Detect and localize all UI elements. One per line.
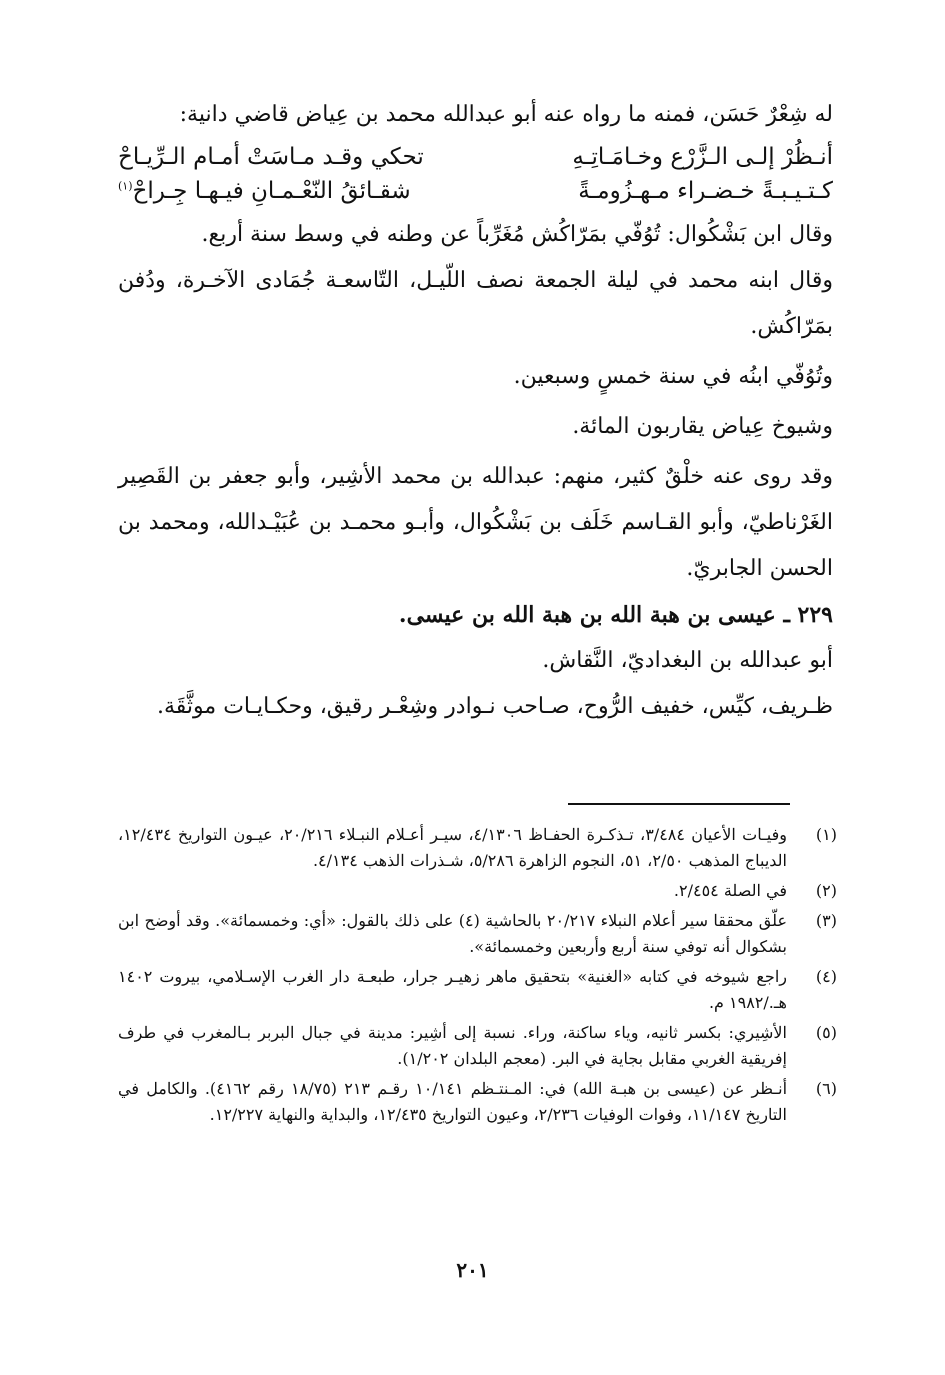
footnote-item [118, 1020, 837, 1072]
footnote-separator [568, 803, 790, 805]
main-text [118, 92, 833, 730]
footnote-mark-1: (١) [118, 179, 133, 193]
entry-title: ٢٢٩ ـ عيسى بن هبة الله بن هبة الله بن عيسى. [398, 602, 833, 628]
footnote-text: وفيـات الأعيان ٣/٤٨٤، تـذكـرة الحفـاظ ٤/١٣٠٦، سيـر أعـلام النبـلاء ٢٠/٢١٦، عيـون التواريخ ١٢/٤٣٤، الديباج المذهب ٢/٥٠، ٥١، النجوم الزاهرة ٥/٢٨٦، شـذرات الذهب ٤/١٣٤. [118, 825, 788, 870]
footnote-item [118, 908, 837, 960]
footnote-text: الأشِيري: بكسر ثانيه، وياء ساكنة، وراء. نسبة إلى أشِير: مدينة في جبال البربر بـالمغرب في طرف إفريقية الغربي مقابل بجاية في البر. (معجم البلدان ١/٢٠٢). [118, 1023, 787, 1068]
footnote-text: أنـظر عن (عيسى بن هبـة الله) في: المـنتـظم ١٠/١٤١ رقـم ٢١٣ (١٨/٧٥ رقم ٤١٦٢). والكامل في التاريخ ١١/١٤٧، وفوات الوفيات ٢/٢٣٦، وعيون التواريخ ١٢/٤٣٥، والبداية والنهاية ١٢/٢٢٧. [118, 1079, 788, 1124]
paragraph-son-death: وتُوُفّي ابنُه في سنة خمسٍ وسبعين. [513, 364, 833, 389]
poem-verse-1 [118, 140, 833, 174]
footnote-number: (٢) [815, 881, 837, 900]
page-number: ٢٠١ [456, 1258, 489, 1282]
verse-2-second-hemistich: شقـائقُ النّعْـمـانِ فيـهـا جِـراحْ$^{(١)}$ [118, 178, 411, 204]
footnote-text: علّق محققا سير أعلام النبلاء ٢٠/٢١٧ بالحاشية (٤) على ذلك بالقول: «أي: وخمسمائة». وقد أوضح ابن بشكوال أنه توفي سنة أربع وأربعين وخمسمائة». [118, 911, 787, 956]
verse-2-first-hemistich: كـتـيـبـةً خـضـراء مـهـزُومـةً [578, 178, 833, 204]
paragraph-death: وقال ابن بَشْكُوال: تُوُفّي بمَرّاكُش مُغَرِّباً عن وطنه في وسط سنة أربع. [201, 222, 833, 247]
footnote-item [118, 822, 837, 874]
poem-verse-2 [118, 174, 833, 208]
footnote-number: (٣) [815, 911, 837, 930]
paragraph-kunya: أبو عبدالله بن البغداديّ، النَّقاش. [542, 648, 833, 673]
footnote-number: (١) [815, 825, 837, 844]
footnotes [118, 822, 837, 1132]
verse-1-second-hemistich: تحكي وقـد مـاسَتْ أمـام الـرِّيـاحْ [118, 144, 424, 170]
footnote-text: في الصلة ٢/٤٥٤. [673, 881, 787, 900]
paragraph-son-account: وقال ابنه محمد في ليلة الجمعة نصف اللّيـل، التّاسعـة جُمَادى الآخـرة، ودُفن بمَرّاكُش. [118, 268, 833, 339]
footnote-item [118, 878, 837, 904]
paragraph-teachers: وشيوخ عِياض يقاربون المائة. [572, 414, 833, 439]
paragraph-narrators: وقد روى عنه خلْقٌ كثير، منهم: عبدالله بن محمد الأشِير، وأبو جعفر بن القَصِير الغَرْناطيّ، وأبو القـاسم خَلَف بن بَشْكُوال، وأبـو محمـد بن عُبَيْـدالله، ومحمد بن الحسن الجابريّ. [118, 464, 834, 581]
footnote-number: (٦) [815, 1079, 837, 1098]
intro-line: له شِعْرٌ حَسَن، فمنه ما رواه عنه أبو عبدالله محمد بن عِياض قاضي دانية: [179, 102, 833, 127]
footnote-number: (٥) [815, 1023, 837, 1042]
poem [118, 140, 833, 208]
paragraph-description: ظـريف، كيِّس، خفيف الرُّوح، صـاحب نـوادر وشِعْـر رقيق، وحكـايـات موثَّقَة. [157, 694, 833, 719]
verse-1-first-hemistich: أنـظُرْ إلـى الـزَّرْع وخـامَـاتِـهِ [572, 144, 833, 170]
footnote-number: (٤) [815, 967, 837, 986]
footnote-text: راجع شيوخه في كتابه «الغنية» بتحقيق ماهر زهيـر جرار، طبعـة دار الغرب الإسـلامي، بيروت ١٤٠٢ هـ./١٩٨٢ م. [118, 967, 787, 1012]
footnote-item [118, 964, 837, 1016]
footnote-item [118, 1076, 837, 1128]
